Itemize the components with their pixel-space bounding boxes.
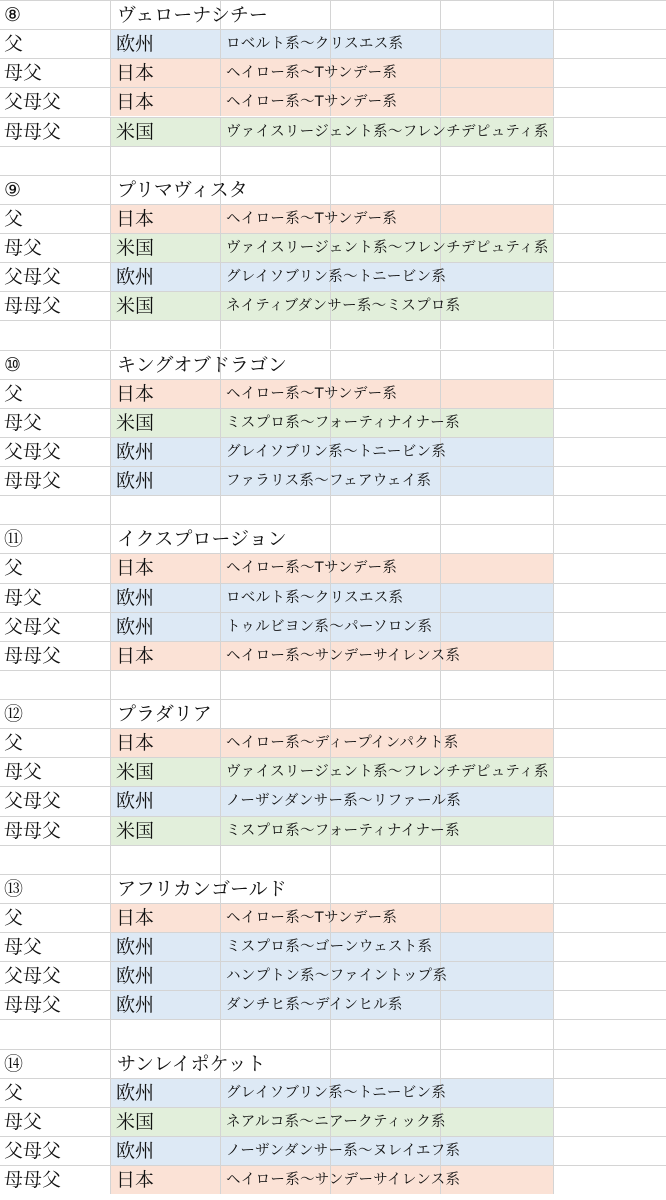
spacer-row (0, 1019, 666, 1048)
grid-cell[interactable] (554, 59, 666, 87)
grid-cell[interactable] (331, 147, 441, 175)
region-label: 欧州 (116, 965, 155, 988)
grid-cell[interactable] (441, 933, 554, 961)
entry-number: ⑪ (4, 528, 24, 551)
entry-number: ⑧ (4, 4, 22, 26)
grid-cell[interactable] (0, 321, 111, 349)
spacer-row (0, 495, 666, 524)
pedigree-row (0, 87, 666, 116)
grid-cell[interactable] (331, 846, 441, 874)
pedigree-role-label: 父 (4, 207, 24, 230)
region-label: 欧州 (116, 266, 155, 289)
grid-cell[interactable] (111, 846, 221, 874)
region-label: 日本 (116, 557, 155, 580)
pedigree-role-label: 父母父 (4, 615, 62, 638)
grid-cell[interactable] (221, 496, 331, 524)
pedigree-role-label: 母母父 (4, 120, 62, 143)
pedigree-role-label: 母父 (4, 761, 43, 784)
grid-cell[interactable] (221, 700, 331, 728)
grid-cell[interactable] (554, 438, 666, 466)
lineage-label: ファラリス系〜フェアウェイ系 (226, 473, 432, 490)
lineage-label: ヘイロー系〜ディープインパクト系 (226, 735, 459, 752)
grid-cell[interactable] (441, 321, 554, 349)
grid-cell[interactable] (441, 671, 554, 699)
region-label: 米国 (116, 819, 155, 842)
region-label: 日本 (116, 207, 155, 230)
horse-name: ヴェローナシチー (117, 4, 268, 26)
pedigree-row (0, 786, 666, 815)
pedigree-row (0, 816, 666, 845)
lineage-label: ミスプロ系〜ゴーンウェスト系 (226, 939, 433, 956)
pedigree-row (0, 291, 666, 320)
lineage-label: ヘイロー系〜Tサンデー系 (226, 94, 398, 111)
pedigree-role-label: 父母父 (4, 91, 62, 114)
entry-number: ⑬ (4, 877, 24, 900)
grid-cell[interactable] (0, 671, 111, 699)
grid-cell[interactable] (111, 321, 221, 349)
lineage-label: ヘイロー系〜Tサンデー系 (226, 65, 398, 82)
horse-name: サンレイポケット (117, 1052, 266, 1075)
grid-cell[interactable] (441, 380, 554, 408)
lineage-label: ヴァイスリージェント系〜フレンチデピュティ系 (226, 123, 549, 140)
grid-cell[interactable] (331, 351, 441, 379)
grid-cell[interactable] (554, 321, 666, 349)
grid-cell[interactable] (331, 1050, 441, 1078)
grid-cell[interactable] (441, 351, 554, 379)
grid-cell[interactable] (331, 1, 441, 29)
grid-cell[interactable] (331, 525, 441, 553)
grid-cell[interactable] (441, 1, 554, 29)
grid-cell[interactable] (111, 671, 221, 699)
grid-cell[interactable] (554, 846, 666, 874)
grid-cell[interactable] (554, 1079, 666, 1107)
horse-name: キングオブドラゴン (117, 353, 287, 376)
grid-cell[interactable] (554, 729, 666, 757)
grid-cell[interactable] (554, 758, 666, 786)
grid-cell[interactable] (441, 904, 554, 932)
region-label: 欧州 (116, 33, 155, 56)
pedigree-role-label: 母母父 (4, 470, 62, 493)
pedigree-row (0, 1078, 666, 1107)
region-label: 欧州 (116, 1081, 155, 1104)
grid-cell[interactable] (554, 30, 666, 58)
pedigree-row (0, 961, 666, 990)
entry-number: ⑭ (4, 1052, 24, 1075)
grid-cell[interactable] (554, 118, 666, 146)
region-label: 米国 (116, 295, 155, 318)
grid-cell[interactable] (0, 1020, 111, 1048)
lineage-label: ノーザンダンサー系〜リファール系 (226, 793, 462, 810)
grid-cell[interactable] (554, 263, 666, 291)
spacer-row (0, 845, 666, 874)
pedigree-row (0, 379, 666, 408)
pedigree-row (0, 262, 666, 291)
grid-cell[interactable] (331, 496, 441, 524)
entry-number: ⑩ (4, 353, 22, 376)
pedigree-row (0, 932, 666, 961)
grid-cell[interactable] (441, 176, 554, 204)
pedigree-role-label: 父母父 (4, 266, 62, 289)
grid-cell[interactable] (554, 613, 666, 641)
grid-cell[interactable] (441, 554, 554, 582)
grid-cell[interactable] (441, 962, 554, 990)
pedigree-row (0, 29, 666, 58)
region-label: 日本 (116, 906, 155, 929)
grid-cell[interactable] (554, 584, 666, 612)
section-header-row (0, 350, 666, 379)
grid-cell[interactable] (441, 1108, 554, 1136)
grid-cell[interactable] (441, 991, 554, 1019)
region-label: 欧州 (116, 586, 155, 609)
grid-cell[interactable] (441, 525, 554, 553)
grid-cell[interactable] (554, 292, 666, 320)
grid-cell[interactable] (554, 1, 666, 29)
grid-cell[interactable] (554, 991, 666, 1019)
pedigree-row (0, 408, 666, 437)
pedigree-row (0, 903, 666, 932)
pedigree-row (0, 466, 666, 495)
region-label: 日本 (116, 732, 155, 755)
grid-cell[interactable] (554, 875, 666, 903)
grid-cell[interactable] (554, 147, 666, 175)
pedigree-role-label: 父 (4, 1081, 24, 1104)
grid-cell[interactable] (221, 846, 331, 874)
pedigree-role-label: 父 (4, 557, 24, 580)
lineage-label: ヘイロー系〜Tサンデー系 (226, 385, 398, 402)
grid-cell[interactable] (554, 496, 666, 524)
section-header-row (0, 524, 666, 553)
horse-name: プラダリア (117, 703, 212, 726)
pedigree-role-label: 父 (4, 906, 24, 929)
grid-cell[interactable] (554, 467, 666, 495)
entry-number: ⑫ (4, 703, 24, 726)
pedigree-role-label: 父母父 (4, 965, 62, 988)
lineage-label: ミスプロ系〜フォーティナイナー系 (226, 414, 460, 431)
grid-cell[interactable] (0, 147, 111, 175)
grid-cell[interactable] (441, 147, 554, 175)
lineage-label: ヴァイスリージェント系〜フレンチデピュティ系 (226, 764, 549, 781)
pedigree-row (0, 58, 666, 87)
region-label: 欧州 (116, 470, 155, 493)
grid-cell[interactable] (221, 321, 331, 349)
section-header-row (0, 874, 666, 903)
grid-cell[interactable] (441, 30, 554, 58)
pedigree-role-label: 父 (4, 33, 24, 56)
grid-cell[interactable] (554, 700, 666, 728)
pedigree-role-label: 母父 (4, 586, 43, 609)
pedigree-role-label: 母母父 (4, 1169, 62, 1192)
grid-cell[interactable] (441, 263, 554, 291)
grid-cell[interactable] (441, 438, 554, 466)
pedigree-role-label: 父母父 (4, 1139, 62, 1162)
lineage-label: ミスプロ系〜フォーティナイナー系 (226, 822, 460, 839)
lineage-label: ヘイロー系〜Tサンデー系 (226, 560, 398, 577)
grid-cell[interactable] (554, 1137, 666, 1165)
pedigree-row (0, 1107, 666, 1136)
lineage-label: グレイソブリン系〜トニービン系 (226, 443, 447, 460)
pedigree-role-label: 母父 (4, 237, 43, 259)
pedigree-row (0, 583, 666, 612)
pedigree-row (0, 757, 666, 786)
lineage-label: グレイソブリン系〜トニービン系 (226, 269, 447, 286)
grid-cell[interactable] (441, 1020, 554, 1048)
grid-cell[interactable] (441, 875, 554, 903)
pedigree-role-label: 父 (4, 382, 24, 405)
pedigree-row (0, 233, 666, 262)
section-header-row (0, 1049, 666, 1078)
pedigree-role-label: 母母父 (4, 994, 62, 1017)
pedigree-role-label: 母父 (4, 1110, 43, 1133)
region-label: 日本 (116, 382, 155, 405)
grid-cell[interactable] (441, 846, 554, 874)
grid-cell[interactable] (554, 1020, 666, 1048)
region-label: 米国 (116, 237, 155, 259)
lineage-label: ヘイロー系〜サンデーサイレンス系 (226, 1172, 461, 1189)
horse-name: イクスプロージョン (117, 528, 287, 551)
pedigree-row (0, 728, 666, 757)
grid-cell[interactable] (554, 962, 666, 990)
pedigree-row (0, 1165, 666, 1194)
spacer-row (0, 320, 666, 349)
grid-cell[interactable] (331, 671, 441, 699)
lineage-label: ロベルト系〜クリスエス系 (226, 589, 404, 606)
pedigree-row (0, 553, 666, 582)
pedigree-role-label: 母母父 (4, 295, 62, 318)
pedigree-role-label: 母母父 (4, 644, 62, 667)
grid-cell[interactable] (111, 1020, 221, 1048)
lineage-label: ロベルト系〜クリスエス系 (226, 36, 404, 53)
lineage-label: ハンプトン系〜ファイントップ系 (226, 968, 448, 985)
lineage-label: トゥルビヨン系〜パーソロン系 (226, 618, 433, 635)
grid-cell[interactable] (554, 1166, 666, 1194)
lineage-label: グレイソブリン系〜トニービン系 (226, 1084, 447, 1101)
region-label: 欧州 (116, 790, 155, 813)
grid-cell[interactable] (554, 1108, 666, 1136)
lineage-label: ヘイロー系〜Tサンデー系 (226, 909, 398, 926)
region-label: 日本 (116, 91, 155, 114)
grid-cell[interactable] (554, 234, 666, 262)
pedigree-role-label: 父 (4, 732, 24, 755)
grid-cell[interactable] (554, 817, 666, 845)
region-label: 日本 (116, 1169, 155, 1192)
grid-cell[interactable] (331, 321, 441, 349)
lineage-label: ヴァイスリージェント系〜フレンチデピュティ系 (226, 240, 549, 256)
section-header-row (0, 175, 666, 204)
pedigree-row (0, 117, 666, 146)
section-header-row (0, 699, 666, 728)
grid-cell[interactable] (441, 205, 554, 233)
horse-name: アフリカンゴールド (117, 877, 287, 900)
grid-cell[interactable] (554, 642, 666, 670)
grid-cell[interactable] (441, 1050, 554, 1078)
grid-cell[interactable] (554, 1050, 666, 1078)
lineage-label: ノーザンダンサー系〜ヌレイエフ系 (226, 1142, 461, 1159)
grid-cell[interactable] (554, 525, 666, 553)
grid-cell[interactable] (554, 933, 666, 961)
grid-cell[interactable] (331, 700, 441, 728)
region-label: 米国 (116, 1110, 155, 1133)
pedigree-role-label: 父母父 (4, 790, 62, 813)
pedigree-role-label: 母父 (4, 411, 43, 434)
grid-cell[interactable] (441, 467, 554, 495)
lineage-label: ヘイロー系〜サンデーサイレンス系 (226, 647, 461, 664)
pedigree-role-label: 母母父 (4, 819, 62, 842)
lineage-label: ダンチヒ系〜デインヒル系 (226, 997, 403, 1014)
grid-cell[interactable] (331, 176, 441, 204)
lineage-label: ネアルコ系〜ニアークティック系 (226, 1113, 446, 1130)
grid-cell[interactable] (441, 88, 554, 116)
pedigree-role-label: 母父 (4, 62, 43, 85)
lineage-label: ネイティブダンサー系〜ミスプロ系 (226, 298, 461, 315)
region-label: 日本 (116, 62, 155, 85)
grid-cell[interactable] (0, 846, 111, 874)
pedigree-row (0, 612, 666, 641)
pedigree-role-label: 母父 (4, 936, 43, 959)
grid-cell[interactable] (441, 700, 554, 728)
region-label: 欧州 (116, 615, 155, 638)
region-label: 米国 (116, 411, 155, 434)
grid-cell[interactable] (554, 176, 666, 204)
region-label: 米国 (116, 761, 155, 784)
grid-cell[interactable] (111, 147, 221, 175)
grid-cell[interactable] (0, 496, 111, 524)
section-header-row (0, 0, 666, 29)
grid-cell[interactable] (554, 351, 666, 379)
pedigree-row (0, 641, 666, 670)
grid-cell[interactable] (331, 1020, 441, 1048)
grid-cell[interactable] (554, 671, 666, 699)
grid-cell[interactable] (441, 496, 554, 524)
grid-cell[interactable] (554, 380, 666, 408)
grid-cell[interactable] (554, 554, 666, 582)
grid-cell[interactable] (441, 613, 554, 641)
horse-name: プリマヴィスタ (117, 178, 248, 201)
grid-cell[interactable] (331, 875, 441, 903)
grid-cell[interactable] (441, 584, 554, 612)
grid-cell[interactable] (111, 496, 221, 524)
region-label: 欧州 (116, 936, 155, 959)
grid-cell[interactable] (221, 147, 331, 175)
grid-cell[interactable] (554, 88, 666, 116)
region-label: 欧州 (116, 440, 155, 463)
region-label: 日本 (116, 644, 155, 667)
grid-cell[interactable] (554, 904, 666, 932)
pedigree-row (0, 990, 666, 1019)
region-label: 欧州 (116, 1139, 155, 1162)
grid-cell[interactable] (554, 205, 666, 233)
pedigree-row (0, 437, 666, 466)
lineage-label: ヘイロー系〜Tサンデー系 (226, 210, 398, 227)
spacer-row (0, 146, 666, 175)
pedigree-row (0, 1136, 666, 1165)
region-label: 欧州 (116, 994, 155, 1017)
grid-cell[interactable] (441, 1079, 554, 1107)
pedigree-row (0, 204, 666, 233)
entry-number: ⑨ (4, 178, 22, 201)
region-label: 米国 (116, 120, 155, 143)
grid-cell[interactable] (221, 1020, 331, 1048)
grid-cell[interactable] (554, 787, 666, 815)
grid-cell[interactable] (441, 59, 554, 87)
grid-cell[interactable] (221, 671, 331, 699)
pedigree-role-label: 父母父 (4, 440, 62, 463)
grid-cell[interactable] (554, 409, 666, 437)
spacer-row (0, 670, 666, 699)
